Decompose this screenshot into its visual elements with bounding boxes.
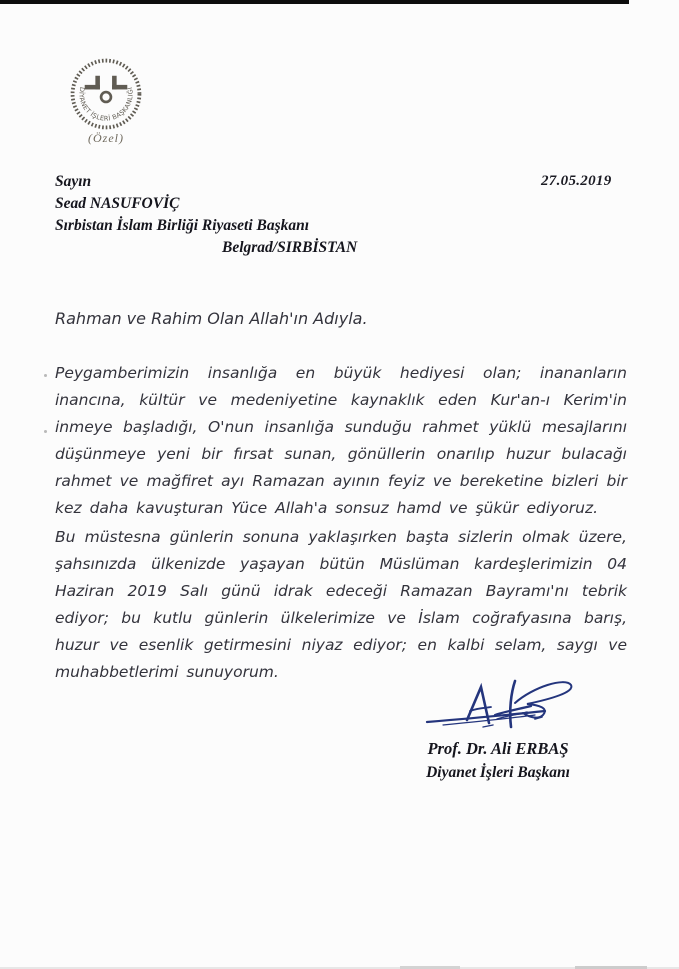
official-stamp [68, 56, 144, 146]
stamp-emblem-ring [101, 92, 111, 102]
recipient-title: Sırbistan İslam Birliği Riyaseti Başkanı [55, 217, 310, 234]
recipient-location: Belgrad/SIRBİSTAN [222, 239, 358, 256]
stamp-emblem [85, 76, 128, 90]
bismillah-line: Rahman ve Rahim Olan Allah'ın Adıyla. [55, 309, 368, 328]
recipient-name: Sead NASUFOVİÇ [55, 195, 180, 212]
salutation: Sayın [55, 173, 92, 190]
signer-name: Prof. Dr. Ali ERBAŞ [427, 739, 569, 758]
scan-speck [44, 374, 47, 377]
letter-date: 27.05.2019 [541, 173, 612, 189]
signer-title: Diyanet İşleri Başkanı [426, 764, 570, 781]
diyanet-stamp-icon [68, 56, 144, 132]
body-paragraph-1: Peygamberimizin insanlığa en büyük hediyesi olan; inananların inancına, kültür ve medeniyetine kaynaklık eden Kur'an-ı Kerim'in inmeye başladığı, O'nun insanlığa sunduğu rahmet yüklü mesajlarını düşünmeye yeni bir fırsat sunan, gönüllerin onarılıp huzur bulacağı rahmet ve mağfiret ayı Ramazan ayının feyiz ve bereketine bizleri bir kez daha kavuşturan Yüce Allah'a sonsuz hamd ve şükür ediyoruz. [55, 364, 627, 517]
signer-block [388, 739, 608, 782]
scan-speck [44, 430, 47, 433]
signature-scribble [423, 675, 579, 737]
recipient-block [55, 171, 357, 259]
stamp-circular-text: DİYANET İŞLERİ BAŞKANLIĞI [77, 86, 135, 123]
scan-edge-top [0, 0, 629, 4]
body-paragraph-2: Bu müstesna günlerin sonuna yaklaşırken başta sizlerin olmak üzere, şahsınızda ülkenizde yaşayan bütün Müslüman kardeşlerimizin 04 Haziran 2019 Salı günü idrak edeceği Ramazan Bayramı'nı tebrik ediyor; bu kutlu günlerin ülkelerimize ve İslam coğrafyasına barış, huzur ve esenlik getirmesini niyaz ediyor; en kalbi selam, saygı ve muhabbetlerimi sunuyorum. [55, 528, 627, 681]
stamp-ozel-label: (Özel) [88, 131, 124, 145]
